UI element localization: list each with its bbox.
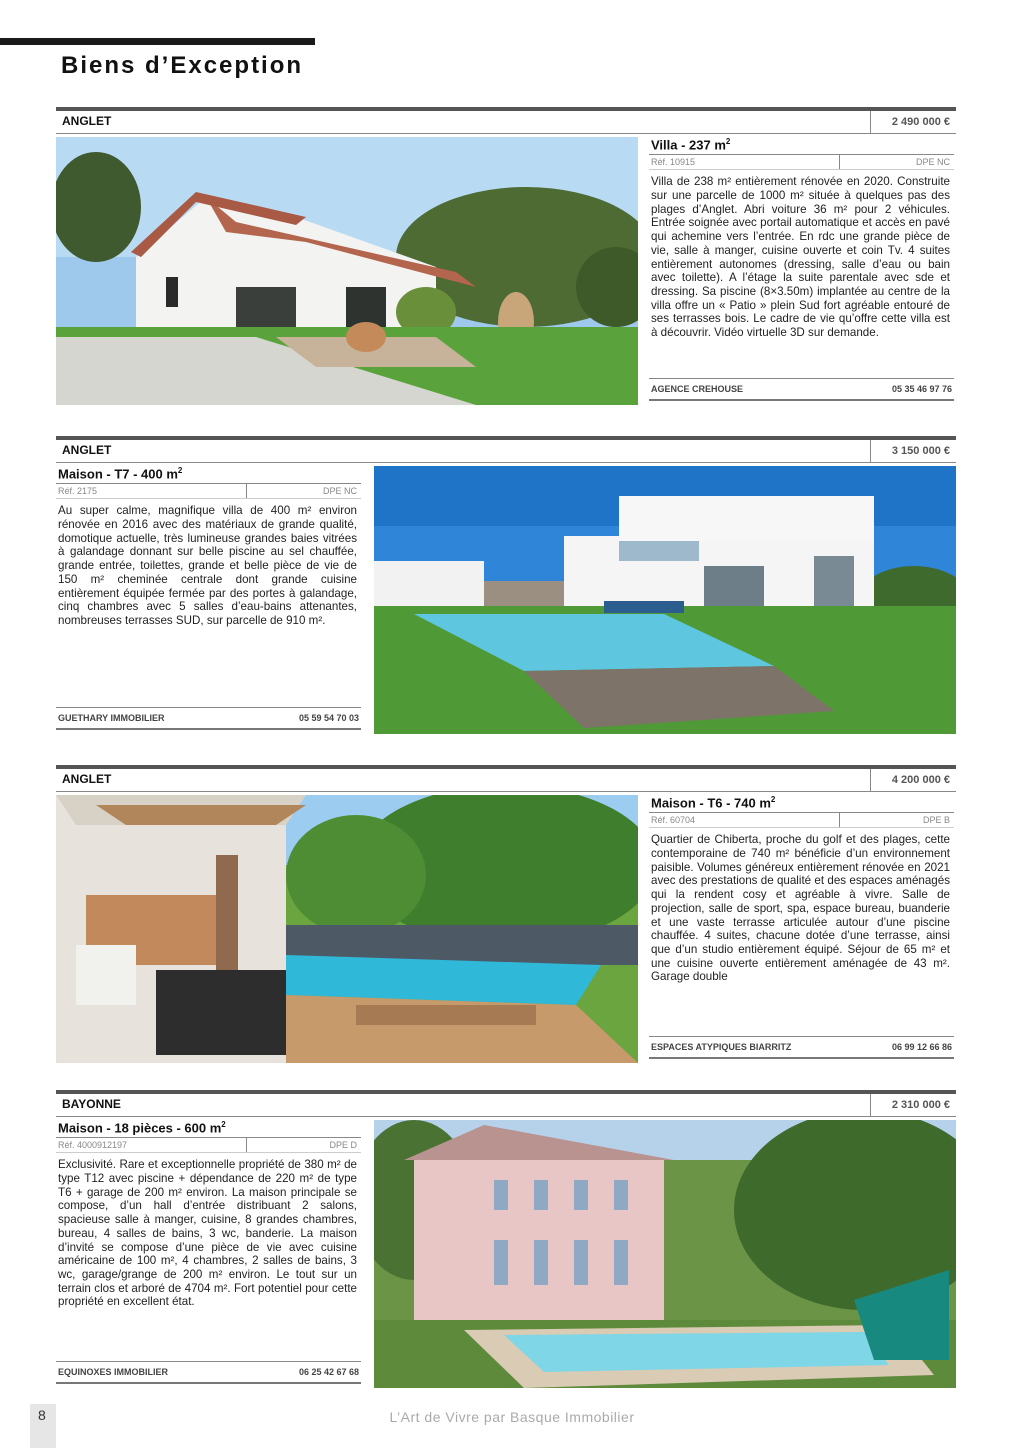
listing-price: 2 490 000 € [870, 111, 956, 133]
listing-ref-row [649, 812, 954, 828]
listing-info [56, 1120, 361, 1388]
listing-description: Exclusivité. Rare et exceptionnelle propriété de 380 m² de type T12 avec piscine + dépendance de 220 m² de type T6 + garage de 200 m² environ. La maison principale se compose, d’un hall d’entrée distribuant 2 salons, spacieuse salle à manger, cuisine, 8 grandes chambres, bureau, 4 salles de bains, 3 wc, banderie. La maison d’invité se compose d’une pièce de vie avec cuisine américaine de 100 m², 4 chambres, 2 salles de bains, 3 wc, garage/grange de 200 m² environ. Le tout sur un terrain clos et arboré de 4704 m². Fort potentiel pour cette propriété en excellent état. [58, 1158, 357, 1309]
listing-dpe: DPE D [329, 1140, 357, 1151]
ref-divider [246, 484, 247, 498]
agency-name: GUETHARY IMMOBILIER [58, 713, 165, 723]
listing-ref: Réf. 10915 [651, 157, 696, 168]
listing-price: 4 200 000 € [870, 769, 956, 791]
listing-agency-row [649, 1036, 954, 1059]
listing-title: Maison - T7 - 400 $m^2$ [58, 466, 183, 482]
listing-ref-row [56, 483, 361, 499]
listing-price: 3 150 000 € [870, 440, 956, 462]
listing-photo [374, 1120, 956, 1388]
agency-phone: 06 99 12 66 86 [891, 1042, 952, 1052]
listing-city: ANGLET [62, 114, 112, 128]
listing-city: ANGLET [62, 443, 112, 457]
listing-ref-row [649, 154, 954, 170]
listing-header [56, 436, 956, 463]
listing-dpe: DPE NC [322, 486, 357, 497]
listing-agency-row [56, 1361, 361, 1384]
listing-title: Maison - 18 pièces - 600 $m^2$ [58, 1120, 226, 1136]
listing-info [649, 137, 954, 405]
listing-agency-row [56, 707, 361, 730]
listing-city: ANGLET [62, 772, 112, 786]
listing-header [56, 765, 956, 792]
ref-divider [839, 813, 840, 827]
page-title: Biens d’Exception [61, 52, 304, 79]
listing-card [56, 765, 956, 1052]
listing-title: Maison - T6 - 740 $m^2$ [651, 795, 776, 811]
listing-info [649, 795, 954, 1063]
footer-tagline: L’Art de Vivre par Basque Immobilier [389, 1409, 635, 1425]
listing-ref-row [56, 1137, 361, 1153]
listing-dpe: DPE NC [915, 157, 950, 168]
page-number: 8 [38, 1407, 46, 1423]
listing-card [56, 107, 956, 394]
listing-description: Villa de 238 m² entièrement rénovée en 2020. Construite sur une parcelle de 1000 m² située à quelques pas des plages d’Anglet. Abri voiture 36 m² pour 2 véhicules. Entrée soignée avec portail automatique et accès en pavé qui achemine vers l’entrée. En rdc une grande pièce de vie, salle à manger, cuisine ouverte et coin Tv. 4 suites entièrement autonomes (dressing, salle d’eau ou bain avec toilette). A l’étage la suite parentale avec sde et dressing. Sa piscine (8×3.50m) implantée au centre de la villa offre un « Patio » plein Sud fort agréable entouré de ses terrasses bois. Le cadre de vie qu’offre cette villa est à découvrir. Vidéo virtuelle 3D sur demande. [651, 175, 950, 340]
listing-header [56, 107, 956, 134]
listing-photo [374, 466, 956, 734]
listing-description: Au super calme, magnifique villa de 400 m² environ rénovée en 2016 avec des matériaux de grande qualité, domotique actuelle, très lumineuse grandes baies vitrées à galandage donnant sur belle piscine au sel chauffée, grande entrée, toilettes, grande et belle pièce de vie de 150 m² cheminée centrale dont grande cuisine entièrement équipée fermée par des portes à galandage, cinq chambres avec 5 salles d’eau-bains attenantes, nombreuses terrasses SUD, sur parcelle de 910 m². [58, 504, 357, 627]
listing-city: BAYONNE [62, 1097, 121, 1111]
agency-name: ESPACES ATYPIQUES BIARRITZ [651, 1042, 792, 1052]
ref-divider [246, 1138, 247, 1152]
listing-photo [56, 137, 638, 405]
listing-photo [56, 795, 638, 1063]
listing-ref: Réf. 2175 [58, 486, 98, 497]
listing-title: Villa - 237 $m^2$ [651, 137, 731, 153]
listing-card [56, 436, 956, 723]
agency-phone: 06 25 42 67 68 [298, 1367, 359, 1377]
listing-ref: Réf. 4000912197 [58, 1140, 128, 1151]
listing-dpe: DPE B [922, 815, 950, 826]
listing-info [56, 466, 361, 734]
listing-price: 2 310 000 € [870, 1094, 956, 1116]
listing-description: Quartier de Chiberta, proche du golf et des plages, cette contemporaine de 740 m² bénéficie d’un environnement paisible. Volumes généreux entièrement rénovée en 2021 avec des prestations de qualité et des espaces aménagés qui la rendent cosy et agréable à vivre. Salle de projection, salle de sport, spa, espace bureau, buanderie et une vaste terrasse articulée autour d’une piscine chauffée. 4 suites, chacune dotée d’une terrasse, ainsi que d’un studio entièrement équipé. Séjour de 65 m² et une cuisine ouverte entièrement aménagée de 43 m². Garage double [651, 833, 950, 984]
listing-header [56, 1090, 956, 1117]
agency-name: AGENCE CREHOUSE [651, 384, 744, 394]
agency-name: EQUINOXES IMMOBILIER [58, 1367, 169, 1377]
listing-card [56, 1090, 956, 1377]
agency-phone: 05 59 54 70 03 [298, 713, 359, 723]
listing-agency-row [649, 378, 954, 401]
agency-phone: 05 35 46 97 76 [891, 384, 952, 394]
ref-divider [839, 155, 840, 169]
listing-ref: Réf. 60704 [651, 815, 696, 826]
header-rule [0, 38, 315, 45]
